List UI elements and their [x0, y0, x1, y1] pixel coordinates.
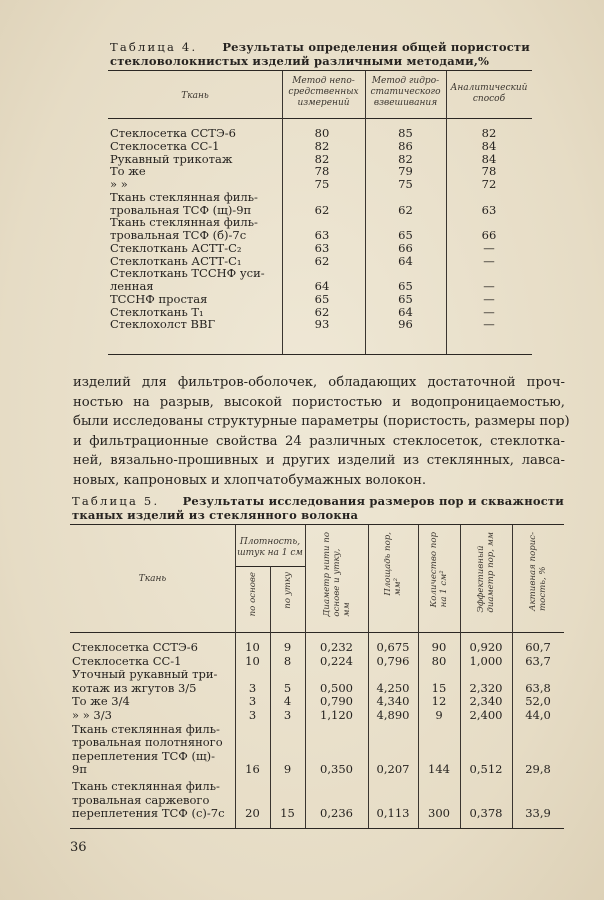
table4-value: 78 [314, 164, 330, 179]
table4-value: 66 [398, 240, 413, 255]
table4-row-name: тровальная ТСФ (б)-7с [110, 228, 247, 242]
table4-col-header: Метод непо- средственных измерений [288, 76, 359, 108]
table5-value: 9 [435, 708, 443, 722]
table5-value: 144 [428, 762, 450, 777]
table5-value: 63,8 [525, 680, 551, 695]
table5-value: 80 [431, 653, 447, 668]
table4-caption [110, 40, 530, 68]
table4-value: 84 [481, 151, 497, 166]
table5-caption [72, 494, 564, 522]
body-paragraph [73, 373, 570, 490]
table5-value: 0,207 [376, 762, 410, 777]
table4-value: 65 [314, 291, 330, 306]
table5-value: 4 [283, 694, 292, 709]
table4-value: 85 [398, 126, 413, 140]
paragraph-line: новых, капроновых и хлопчатобумажных волокон. [73, 472, 427, 488]
table4-value: 78 [481, 164, 497, 179]
table5-vline [418, 525, 419, 828]
table4-bottom-rule [108, 354, 532, 355]
table5-header-rule [70, 632, 564, 633]
table5-value: 0,796 [376, 653, 410, 668]
paragraph-line: и фильтрационные свойства 24 различных стеклосеток, стеклотка- [73, 433, 565, 449]
table5-row-name: Ткань стеклянная филь- [72, 721, 220, 736]
table5-value: 16 [245, 762, 260, 777]
table5-value: 15 [280, 806, 295, 821]
table4-value: 96 [398, 317, 413, 332]
table5-col-header: Эффективный диаметр пор, мм [476, 532, 496, 613]
table4-row-name: ТССНФ простая [110, 291, 208, 306]
table5-value: 4,890 [376, 708, 410, 722]
table5-value: 33,9 [525, 806, 551, 821]
table5-value: 4,340 [376, 694, 410, 709]
table4-value: 65 [398, 291, 413, 306]
table5-row-name: переплетения ТСФ (щ)- [72, 748, 216, 763]
table4-value: 65 [398, 228, 413, 242]
table4-value: 63 [314, 240, 330, 255]
table4-value: — [483, 317, 495, 332]
table4-value: 64 [398, 253, 413, 268]
table5-value: 2,400 [469, 708, 503, 722]
table5-value: 3 [248, 694, 257, 709]
table4-value: 64 [398, 304, 413, 319]
table4-value: 80 [314, 126, 330, 140]
table4-col-header: Метод гидро- статического взвешивания [370, 76, 441, 108]
table5-value: 2,340 [469, 694, 503, 709]
table4-row-name: ленная [110, 279, 154, 293]
table5-value: 300 [428, 806, 450, 821]
table5-vline [512, 525, 513, 828]
table5-value: 0,378 [469, 806, 503, 821]
table5-row-name: тровальная полотняного [72, 735, 223, 750]
table5-row-name: » » 3/3 [72, 708, 112, 722]
table5-label: Таблица 5. [72, 494, 160, 508]
table5-value: 2,320 [469, 680, 503, 695]
table5-value: 0,224 [320, 653, 353, 668]
table4-value: 82 [481, 126, 497, 140]
table4-value: 82 [398, 151, 413, 166]
table4-value: 75 [398, 177, 413, 191]
paragraph-line: изделий для фильтров-оболочек, обладающих достаточной проч- [73, 375, 565, 390]
table5-value: 0,350 [320, 762, 353, 777]
table5-value: 0,790 [320, 694, 353, 709]
table4-value: 66 [481, 228, 497, 242]
table4-row-name: Стеклосетка ССТЭ-6 [110, 126, 236, 140]
table5-value: 29,8 [525, 762, 551, 777]
table5-col-header: по утку [282, 572, 293, 609]
table5-value: 90 [431, 640, 447, 654]
table4-row-name: Стеклоткань АСТТ-С₁ [110, 253, 242, 268]
table5-row-name: Ткань стеклянная филь- [72, 779, 220, 793]
table5-value: 0,675 [376, 640, 410, 654]
table4-value: 65 [398, 279, 413, 293]
table4-col-header: Аналитический способ [450, 83, 528, 104]
table4-value: 72 [481, 177, 497, 191]
table5-top-rule [70, 524, 564, 525]
table5-value: 0,232 [320, 640, 353, 654]
table4-value: 79 [398, 164, 413, 179]
table5-value: 9 [283, 640, 292, 654]
table5-vline [368, 525, 369, 828]
table4-value: 62 [314, 202, 330, 217]
table4-top-rule [108, 70, 532, 71]
table5-caption-line1: Результаты исследования размеров пор и скважности [182, 494, 564, 508]
table4-row-name: Стеклоткань АСТТ-С₂ [110, 240, 242, 255]
paragraph-line: ней, вязально-прошивных и других изделий из стеклянных, лавса- [73, 453, 565, 468]
table5-density-header: Плотность, штук на 1 см [237, 537, 303, 558]
table4-value: — [483, 279, 495, 293]
table4-value: 93 [314, 317, 330, 332]
table4-row-name: Стеклосетка СС-1 [110, 138, 220, 153]
table5-value: 63,7 [525, 653, 551, 668]
table5-value: 10 [245, 653, 260, 668]
table5-value: 3 [283, 708, 292, 722]
table5-value: 52,0 [525, 694, 551, 709]
table5-value: 1,000 [469, 653, 503, 668]
table5-fabric-header: Ткань [138, 574, 167, 584]
table4-row-name: Рукавный трикотаж [110, 151, 233, 166]
table4-value: — [483, 291, 495, 306]
table5-row-name: Стеклосетка ССТЭ-6 [72, 640, 198, 654]
table5-value: 3 [248, 708, 257, 722]
table5-value: 0,236 [320, 806, 353, 821]
table4-row-name: Ткань стеклянная филь- [110, 189, 258, 204]
table4-caption-line1: Результаты определения общей пористости [222, 40, 530, 54]
table4-value: 63 [481, 202, 497, 217]
table5-row-name: Стеклосетка СС-1 [72, 653, 182, 668]
table5-col-header: Диаметр нити по основе и утку, мм [321, 532, 352, 617]
table5-row-name: Уточный рукавный три- [72, 667, 218, 682]
paragraph-line: ностью на разрыв, высокой пористостью и водопроницаемостью, [73, 394, 565, 410]
table5-value: 1,120 [320, 708, 353, 722]
table5-value: 10 [245, 640, 260, 654]
table5-value: 5 [283, 680, 292, 695]
table5-col-header: Количество пор на 1 см² [429, 532, 449, 608]
table4-value: 64 [314, 279, 330, 293]
table5-col-header: Активная порис- тость, % [528, 532, 548, 611]
table4-value: 82 [314, 138, 330, 153]
page-number: 36 [70, 840, 87, 855]
table5-value: 20 [245, 806, 260, 821]
table4-row-name: То же [110, 164, 146, 179]
table4-row-name: » » [110, 177, 128, 191]
table5-vline [235, 525, 236, 828]
table5-value: 12 [431, 694, 447, 709]
table4-value: — [483, 240, 495, 255]
table5-col-header: по основе [247, 572, 258, 617]
table4-value: 62 [314, 304, 330, 319]
table5-row-name: переплетения ТСФ (с)-7с [72, 806, 225, 821]
table4-value: 75 [314, 177, 330, 191]
table4-value: 86 [398, 138, 413, 153]
table5-row-name: То же 3/4 [72, 694, 130, 709]
table5-value: 0,512 [469, 762, 503, 777]
table5-vline [305, 525, 306, 828]
table5-bottom-rule [70, 828, 564, 829]
table5-value: 44,0 [525, 708, 551, 722]
table4-header-rule [108, 118, 532, 119]
table5-value: 60,7 [525, 640, 551, 654]
table4-value: — [483, 253, 495, 268]
table4-value: — [483, 304, 495, 319]
table5-value: 9 [283, 762, 292, 777]
table5-row-name: котаж из жгутов 3/5 [72, 680, 197, 695]
table5-row-name: тровальная саржевого [72, 792, 210, 807]
table4-value: 63 [314, 228, 330, 242]
table5-value: 15 [431, 680, 447, 695]
table5-value: 3 [248, 680, 257, 695]
table4-row-name: Ткань стеклянная филь- [110, 215, 258, 230]
table4-label: Таблица 4. [110, 40, 198, 54]
table5-value: 0,920 [469, 640, 503, 654]
table5-value: 0,500 [320, 680, 353, 695]
table4-value: 62 [398, 202, 413, 217]
table4-value: 82 [314, 151, 330, 166]
table5-row-name: 9п [72, 762, 87, 777]
table5-caption-line2: тканых изделий из стеклянного волокна [72, 508, 359, 522]
table4-row-name: Стеклохолст ВВГ [110, 317, 216, 332]
table4-value: 62 [314, 253, 330, 268]
table4-row-name: тровальная ТСФ (щ)-9п [110, 202, 252, 217]
table4-value: 84 [481, 138, 497, 153]
table5-col-header: Площадь пор, мм² [383, 532, 403, 596]
paragraph-line: были исследованы структурные параметры (пористость, размеры пор) [73, 414, 570, 429]
table4-caption-line2: стекловолокнистых изделий различными методами,% [110, 54, 490, 68]
table4-row-name: Стеклоткань Т₁ [110, 304, 204, 319]
table5-value: 8 [283, 653, 292, 668]
table4-row-name: Стеклоткань ТССНФ уси- [110, 266, 265, 281]
table5-vline [460, 525, 461, 828]
table5-value: 4,250 [376, 680, 410, 695]
table4-col-header: Ткань [181, 91, 209, 101]
table5-value: 0,113 [376, 806, 410, 821]
